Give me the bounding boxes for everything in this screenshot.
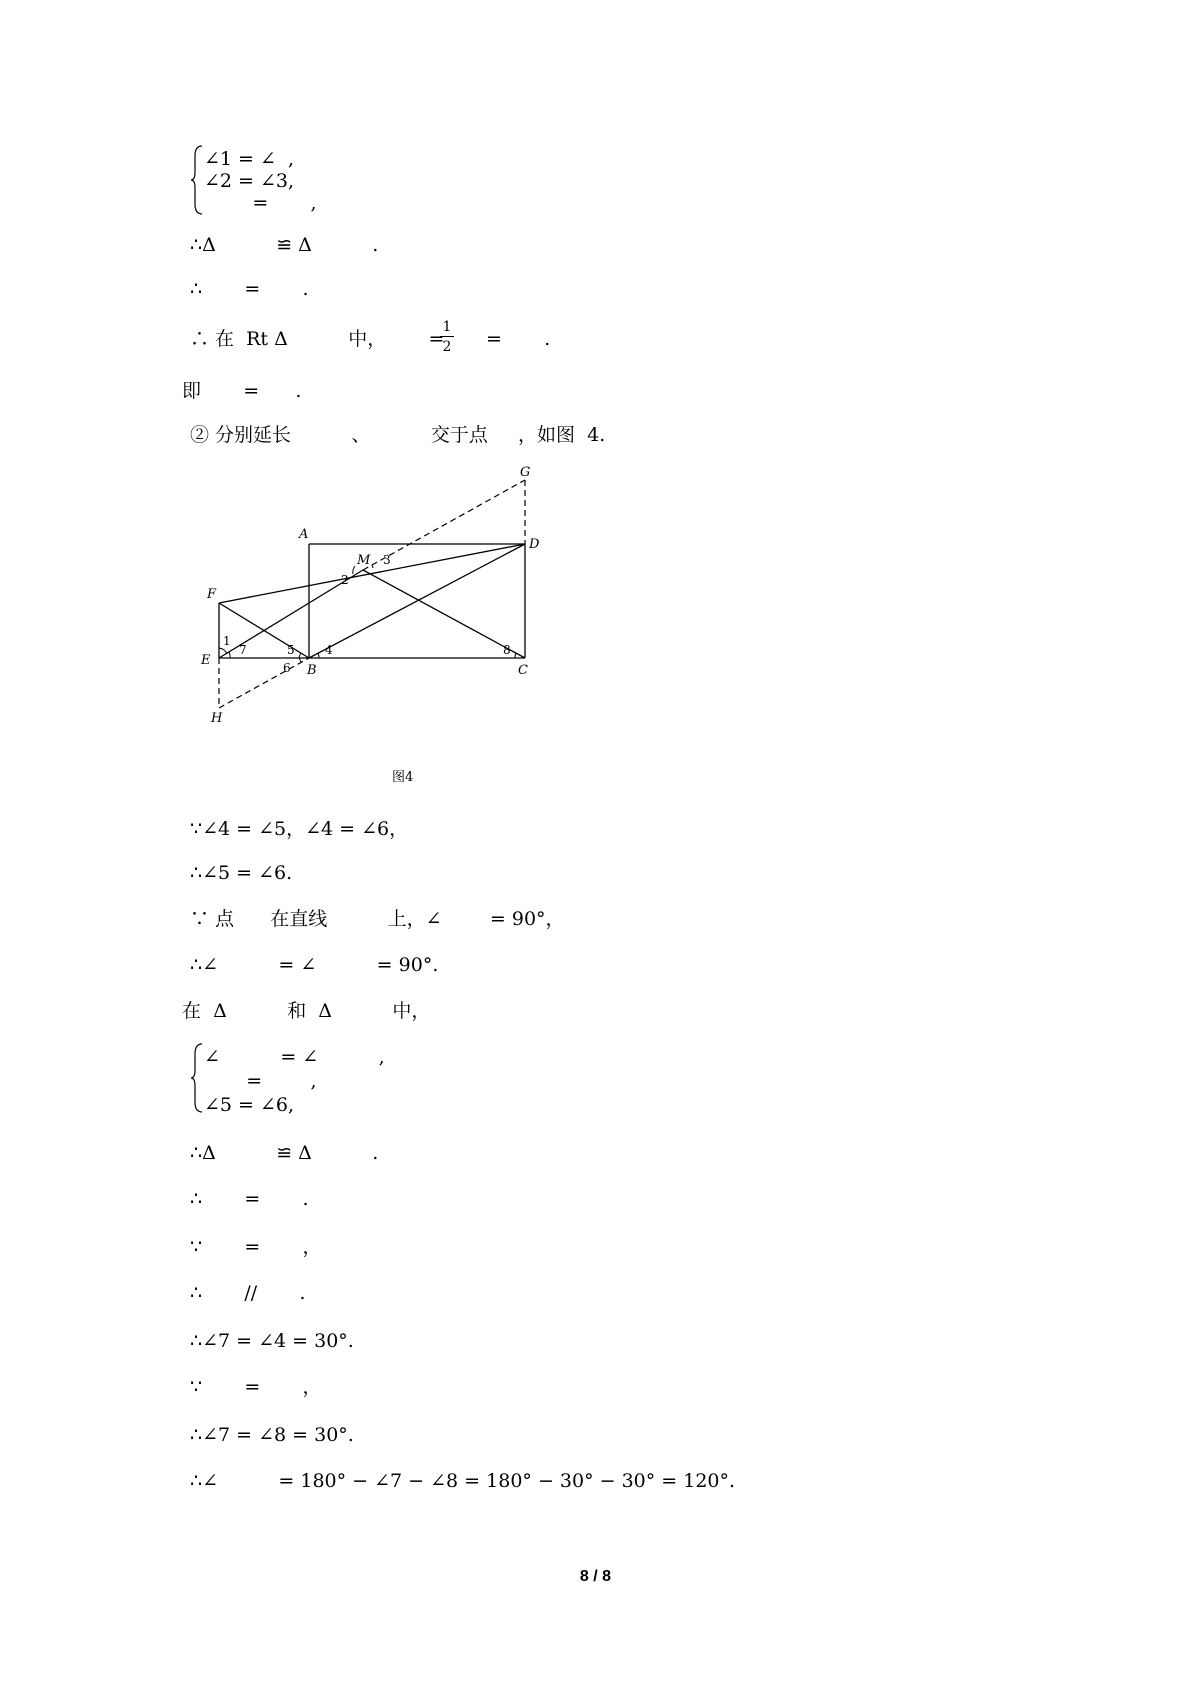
system-row: ∠5 = ∠6, bbox=[204, 1094, 295, 1116]
proof-line-tail: = . bbox=[486, 328, 551, 350]
system-row: ∠ = ∠ , bbox=[204, 1046, 385, 1068]
point-label-F: F bbox=[207, 587, 217, 602]
point-label-M: M bbox=[357, 553, 371, 568]
fraction-denominator: 2 bbox=[442, 339, 452, 355]
point-label-G: G bbox=[520, 465, 531, 480]
left-brace-icon bbox=[190, 1042, 204, 1114]
proof-line: ∴Δ ≌ Δ . bbox=[190, 234, 379, 256]
point-label-H: H bbox=[211, 711, 223, 726]
system-row: = , bbox=[204, 192, 317, 214]
proof-line: ∵∠4 = ∠5，∠4 = ∠6， bbox=[190, 818, 409, 840]
fraction-one-half bbox=[440, 319, 454, 355]
proof-line: 在 Δ 和 Δ 中， bbox=[182, 1000, 431, 1022]
angle-label-4: 4 bbox=[325, 643, 333, 657]
point-label-B: B bbox=[307, 663, 317, 678]
proof-line: ② 分别延长 、 交于点 ，如图 4. bbox=[190, 424, 606, 446]
fraction-numerator: 1 bbox=[442, 319, 452, 335]
angle-label-8: 8 bbox=[503, 643, 511, 657]
proof-line: ∴ = . bbox=[190, 278, 309, 300]
page-number: 8 / 8 bbox=[579, 1568, 612, 1585]
proof-line: ∴∠7 = ∠4 = 30°. bbox=[190, 1330, 354, 1352]
figure-labels bbox=[195, 465, 555, 768]
point-label-D: D bbox=[529, 537, 540, 552]
proof-line: ∵ = ， bbox=[190, 1236, 322, 1258]
system-row: ∠2 = ∠3, bbox=[204, 170, 295, 192]
geometry-figure bbox=[195, 465, 555, 772]
proof-line: ∴∠ = ∠ = 90°. bbox=[190, 954, 439, 976]
system-row: = , bbox=[204, 1070, 317, 1092]
point-label-E: E bbox=[201, 653, 211, 668]
angle-label-1: 1 bbox=[223, 634, 231, 648]
angle-label-6: 6 bbox=[283, 661, 291, 675]
proof-line: ∴ = . bbox=[190, 1188, 309, 1210]
proof-line: ∵ 点 在直线 上，∠ = 90°， bbox=[190, 908, 565, 930]
angle-label-5: 5 bbox=[287, 643, 295, 657]
angle-label-3: 3 bbox=[383, 553, 391, 567]
point-label-C: C bbox=[518, 663, 528, 678]
angle-label-7: 7 bbox=[239, 643, 247, 657]
system-row: ∠1 = ∠ , bbox=[204, 148, 295, 170]
proof-line: ∴ 在 Rt Δ 中， = bbox=[190, 328, 445, 350]
proof-line: ∵ = ， bbox=[190, 1376, 322, 1398]
left-brace-icon bbox=[190, 144, 204, 216]
proof-line: ∴Δ ≌ Δ . bbox=[190, 1142, 379, 1164]
figure-caption: 图4 bbox=[392, 770, 414, 785]
proof-line: ∴∠7 = ∠8 = 30°. bbox=[190, 1424, 354, 1446]
angle-label-2: 2 bbox=[341, 573, 349, 587]
point-label-A: A bbox=[299, 527, 309, 542]
proof-line: ∴∠ = 180° − ∠7 − ∠8 = 180° − 30° − 30° = 120°. bbox=[190, 1470, 736, 1492]
proof-line: 即 = . bbox=[182, 380, 302, 402]
proof-line: ∴ // . bbox=[190, 1282, 306, 1304]
proof-line: ∴∠5 = ∠6. bbox=[190, 862, 293, 884]
